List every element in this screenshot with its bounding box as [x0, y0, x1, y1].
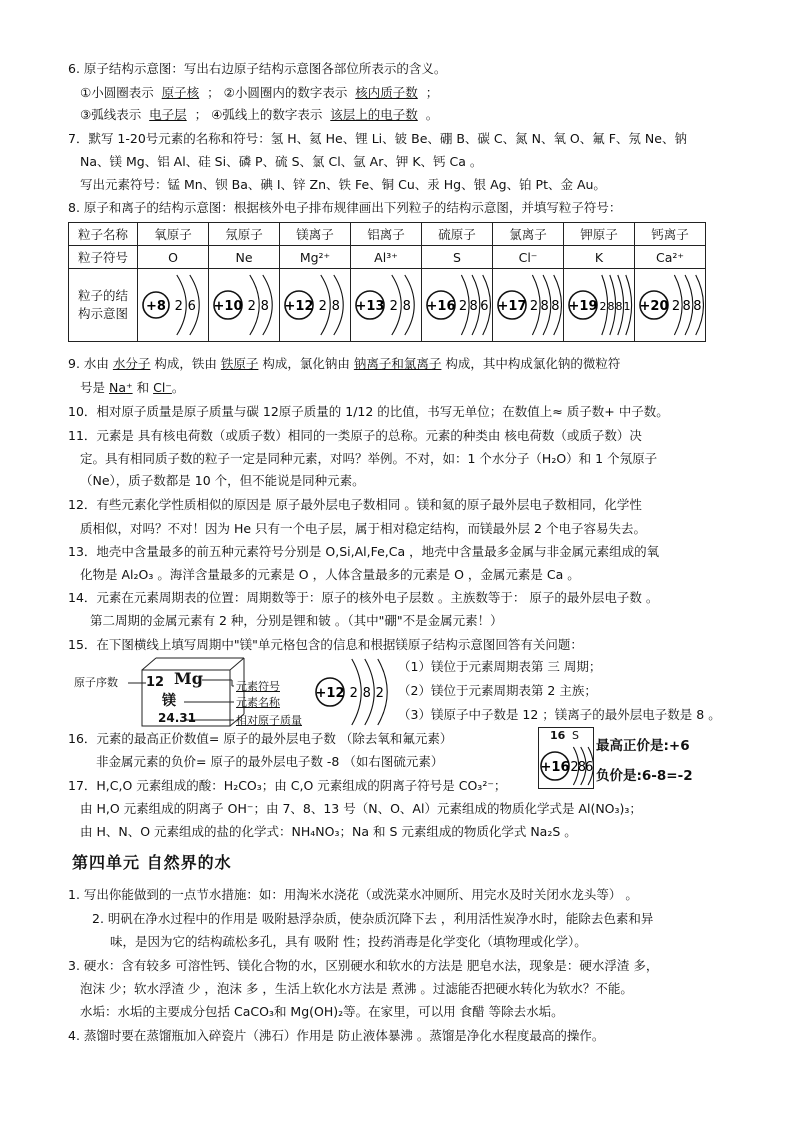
- q9-ans-cl: Cl⁻: [153, 380, 172, 395]
- q9-t5: 号是: [80, 380, 106, 395]
- label-symbol: 元素符号: [236, 680, 280, 693]
- electron-count: 8: [469, 299, 478, 314]
- q9-t4: 构成，其中构成氯化钠的微粒符: [445, 356, 621, 371]
- u4-q3-line2: 泡沫 少；软水浮渣 少 ，泡沫 多 ，生活上软化水方法是 煮沸 。过滤能否把硬水转化为软水？不能。: [80, 981, 633, 996]
- particle-symbol: Ne: [209, 246, 280, 269]
- particle-symbol: Al³⁺: [351, 246, 422, 269]
- q12-line1: 12．有些元素化学性质相似的原因是 原子最外层电子数相同 。镁和氦的原子最外层电子数相同，化学性: [68, 497, 642, 512]
- q6-ans-nucleus: 原子核: [161, 85, 200, 100]
- q9-ans-na: Na⁺: [109, 380, 133, 395]
- u4-q4: 4. 蒸馏时要在蒸馏瓶加入碎瓷片（沸石）作用是 防止液体暴沸 。蒸馏是净化水程度最高的操作。: [68, 1028, 605, 1043]
- q15-answer-3: （3）镁原子中子数是 12 ；镁离子的最外层电子数是 8 。: [398, 707, 721, 722]
- q6-l2c: ； ④弧线上的数字表示: [194, 107, 323, 122]
- q7-line1: 7．默写 1-20号元素的名称和符号：氢 H、氦 He、锂 Li、铍 Be、硼 B、碳 C、氮 N、氧 O、氟 F、氖 Ne、钠: [68, 131, 687, 146]
- nucleus-label: +12: [315, 686, 345, 701]
- q13-line2: 化物是 Al₂O₃ 。海洋含量最多的元素是 O ，人体含量最多的元素是 O ，金属元素是 Ca 。: [80, 567, 580, 582]
- electron-count: 8: [607, 300, 615, 313]
- nucleus-label: +12: [284, 299, 314, 314]
- particle-symbol: Cl⁻: [493, 246, 564, 269]
- q9-t2: 构成，铁由: [154, 356, 217, 371]
- atom-diagram: [564, 269, 635, 342]
- particle-name: 镁离子: [280, 223, 351, 246]
- q9-t3: 构成，氯化钠由: [262, 356, 350, 371]
- electron-count: 8: [362, 686, 371, 701]
- sulfur-negative-valence: 负价是:6-8=-2: [596, 768, 693, 784]
- nucleus-label: +19: [568, 299, 598, 314]
- electron-count: 6: [187, 299, 196, 314]
- cell-mass: 24.31: [158, 711, 196, 725]
- electron-count: 2: [318, 299, 327, 314]
- nucleus-label: +8: [146, 299, 166, 314]
- label-name: 元素名称: [236, 696, 280, 709]
- q6-l1c: ； ②小圆圈内的数字表示: [207, 85, 348, 100]
- q11-line3: （Ne），质子数都是 10 个，但不能说是同种元素。: [80, 473, 365, 488]
- label-atomic-number: 原子序数: [74, 676, 118, 689]
- q17-line2: 由 H,O 元素组成的阴离子 OH⁻；由 7、8、13 号（N、O、Al）元素组成的物质化学式是 Al(NO₃)₃；: [80, 801, 642, 816]
- q9-t1: 9. 水由: [68, 356, 109, 371]
- electron-count: 2: [174, 299, 183, 314]
- electron-count: 8: [577, 760, 586, 775]
- q6-ans-electrons: 该层上的电子数: [330, 107, 418, 122]
- q9-ans-nacl: 钠离子和氯离子: [353, 356, 442, 371]
- q14-line2: 第二周期的金属元素有 2 种，分别是锂和铍 。（其中"硼"不是金属元素！）: [90, 613, 503, 628]
- electron-count: 8: [693, 299, 702, 314]
- q14-line1: 14．元素在元素周期表的位置：周期数等于：原子的核外电子层数 。主族数等于： 原子的最外层电子数 。: [68, 590, 659, 605]
- q6-line2: [80, 106, 438, 124]
- sulfur-symbol: S: [572, 729, 579, 742]
- q15-title: 15．在下图横线上填写周期中"镁"单元格包含的信息和根据镁原子结构示意图回答有关问题：: [68, 637, 583, 652]
- particle-name: 铝离子: [351, 223, 422, 246]
- q9-t6: 和: [136, 380, 150, 395]
- q7-line3: 写出元素符号：锰 Mn、钡 Ba、碘 I、锌 Zn、铁 Fe、铜 Cu、汞 Hg、银 Ag、铂 Pt、金 Au。: [80, 177, 606, 192]
- q9-ans-iron: 铁原子: [220, 356, 259, 371]
- nucleus-label: +10: [213, 299, 243, 314]
- electron-count: 2: [247, 299, 256, 314]
- electron-count: 8: [551, 299, 560, 314]
- electron-count: 2: [389, 299, 398, 314]
- electron-count: 1: [623, 300, 631, 313]
- q13-line1: 13．地壳中含量最多的前五种元素符号分别是 O,Si,Al,Fe,Ca ，地壳中含量最多金属与非金属元素组成的氧: [68, 544, 660, 559]
- sulfur-max-valence: 最高正价是:+6: [596, 738, 690, 754]
- particle-table: [68, 222, 706, 342]
- particle-name: 钙离子: [635, 223, 706, 246]
- q9-line2: [80, 379, 184, 397]
- particle-symbol: O: [138, 246, 209, 269]
- atom-diagram: [138, 269, 209, 342]
- q6-ans-protons: 核内质子数: [355, 85, 418, 100]
- q11-line1: 11．元素是 具有核电荷数（或质子数）相同的一类原子的总称。元素的种类由 核电荷数（或质子数）决: [68, 428, 642, 443]
- electron-count: 2: [349, 686, 358, 701]
- sulfur-atom-diagram: [537, 744, 595, 788]
- atom-diagram: [351, 269, 422, 342]
- electron-count: 8: [260, 299, 269, 314]
- particle-symbol: Mg²⁺: [280, 246, 351, 269]
- q16-line1: 16．元素的最高正价数值= 原子的最外层电子数 （除去氧和氟元素）: [68, 731, 453, 746]
- particle-symbol: S: [422, 246, 493, 269]
- q10-line: 10．相对原子质量是原子质量与碳 12原子质量的 1/12 的比值，书写无单位；在数值上≈ 质子数+ 中子数。: [68, 404, 669, 419]
- q6-ans-shell: 电子层: [149, 107, 187, 122]
- u4-q2-line2: 味，是因为它的结构疏松多孔，具有 吸附 性；投药消毒是化学变化（填物理或化学）。: [110, 934, 587, 949]
- nucleus-label: +20: [639, 299, 669, 314]
- particle-symbol: K: [564, 246, 635, 269]
- particle-name-row: [69, 223, 706, 246]
- q8-title: 8. 原子和离子的结构示意图：根据核外电子排布规律画出下列粒子的结构示意图，并填写粒子符号：: [68, 200, 622, 215]
- particle-name: 氯离子: [493, 223, 564, 246]
- nucleus-label: +16: [540, 760, 570, 775]
- electron-count: 8: [402, 299, 411, 314]
- electron-count: 2: [529, 299, 539, 314]
- q6-l2a: ③弧线表示: [80, 107, 142, 122]
- q15-answer-2: （2）镁位于元素周期表第 2 主族；: [398, 683, 597, 698]
- nucleus-label: +13: [355, 299, 385, 314]
- electron-count: 2: [671, 299, 681, 314]
- row-label: 粒子符号: [69, 246, 138, 269]
- q17-line1: 17．H,C,O 元素组成的酸：H₂CO₃；由 C,O 元素组成的阴离子符号是 CO₃²⁻；: [68, 778, 507, 793]
- sulfur-box: [538, 727, 594, 789]
- q16-line2: 非金属元素的负价= 原子的最外层电子数 -8 （如右图硫元素）: [96, 754, 444, 769]
- q6-l2e: 。: [425, 107, 439, 122]
- u4-q1: 1. 写出你能做到的一点节水措施：如：用淘米水浇花（或洗菜水冲厕所、用完水及时关闭水龙头等） 。: [68, 887, 638, 902]
- particle-name: 氧原子: [138, 223, 209, 246]
- q17-line3: 由 H、N、O 元素组成的盐的化学式：NH₄NO₃；Na 和 S 元素组成的物质化学式 Na₂S 。: [80, 824, 577, 839]
- q6-line1: [80, 84, 438, 102]
- u4-q2-line1: 2. 明矾在净水过程中的作用是 吸附悬浮杂质，使杂质沉降下去 ，利用活性炭净水时，能除去色素和异: [92, 911, 654, 926]
- q15-answer-1: （1）镁位于元素周期表第 三 周期；: [398, 659, 602, 674]
- q11-line2: 定。具有相同质子数的粒子一定是同种元素，对吗？举例。不对，如：1 个水分子（H₂O）和 1 个氖原子: [80, 451, 658, 466]
- particle-symbol: Ca²⁺: [635, 246, 706, 269]
- atom-diagram: [422, 269, 493, 342]
- q6-title: 6. 原子结构示意图：写出右边原子结构示意图各部位所表示的含义。: [68, 61, 447, 76]
- electron-count: 8: [615, 300, 623, 313]
- particle-diagram-row: [69, 269, 706, 342]
- atom-diagram: [209, 269, 280, 342]
- electron-count: 8: [540, 299, 549, 314]
- electron-count: 2: [458, 299, 468, 314]
- electron-count: 8: [331, 299, 340, 314]
- q6-l1a: ①小圆圈表示: [80, 85, 154, 100]
- nucleus-label: +16: [426, 299, 456, 314]
- particle-name: 氖原子: [209, 223, 280, 246]
- particle-name: 硫原子: [422, 223, 493, 246]
- cell-atomic-number: 12: [146, 675, 165, 690]
- cell-name: 镁: [162, 693, 176, 709]
- mg-atom-diagram: [312, 656, 398, 728]
- particle-name: 钾原子: [564, 223, 635, 246]
- q6-l1e: ；: [425, 85, 439, 100]
- label-mass: 相对原子质量: [236, 714, 302, 727]
- atom-diagram: [635, 269, 706, 342]
- atom-diagram: [493, 269, 564, 342]
- nucleus-label: +17: [497, 299, 527, 314]
- sulfur-number: 16: [550, 729, 566, 742]
- q9-line1: [68, 355, 620, 373]
- electron-count: 8: [682, 299, 691, 314]
- electron-count: 2: [375, 686, 384, 701]
- q7-line2: Na、镁 Mg、铝 Al、硅 Si、磷 P、硫 S、氯 Cl、氩 Ar、钾 K、钙 Ca 。: [80, 154, 483, 169]
- particle-symbol-row: [69, 246, 706, 269]
- q12-line2: 质相似，对吗？不对！因为 He 只有一个电子层，属于相对稳定结构，而镁最外层 2 个电子容易失去。: [80, 521, 646, 536]
- electron-count: 6: [480, 299, 489, 314]
- u4-q3-line1: 3. 硬水：含有较多 可溶性钙、镁化合物的水，区别硬水和软水的方法是 肥皂水法，现象是：硬水浮渣 多，: [68, 958, 659, 973]
- electron-count: 6: [585, 760, 594, 775]
- q9-ans-water: 水分子: [112, 356, 151, 371]
- q9-t7: 。: [171, 380, 185, 395]
- atom-diagram: [280, 269, 351, 342]
- unit4-heading: 第四单元 自然界的水: [72, 853, 232, 872]
- cell-symbol: Mg: [174, 669, 203, 688]
- row-label: 粒子名称: [69, 223, 138, 246]
- row-label: 粒子的结 构示意图: [69, 269, 138, 342]
- u4-q3-line3: 水垢：水垢的主要成分包括 CaCO₃和 Mg(OH)₂等。在家里，可以用 食醋 等除去水垢。: [80, 1004, 564, 1019]
- electron-count: 2: [599, 300, 607, 313]
- electron-count: 2: [570, 760, 579, 775]
